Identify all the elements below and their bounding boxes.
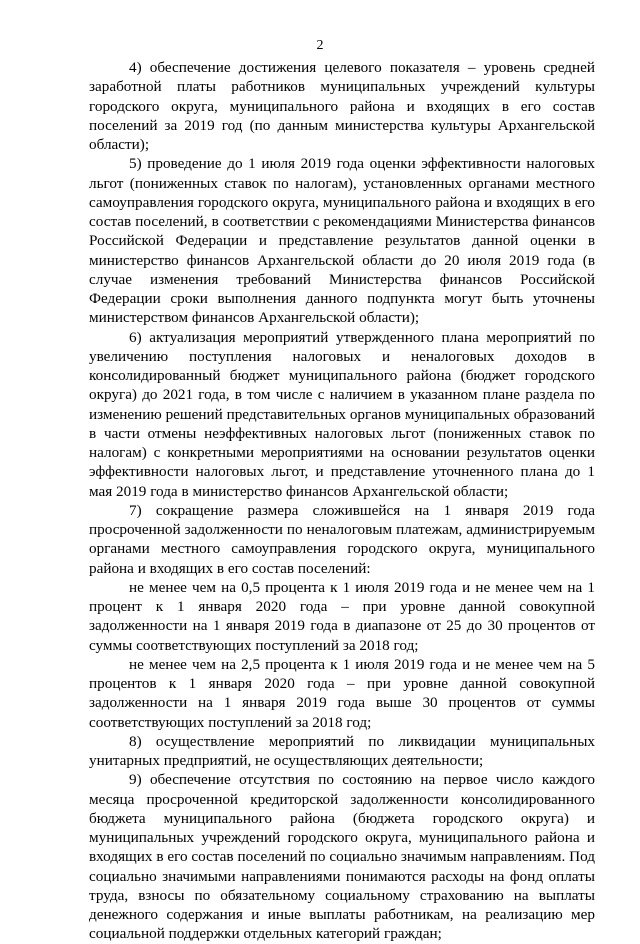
paragraph-item-4: 4) обеспечение достижения целевого показателя – уровень средней заработной платы работников муниципальных учреждений культуры городского округа, муниципального района и входящих в его состав поселений за 2019 год (по данным министерства культуры Архангельской области);	[89, 59, 595, 153]
paragraph-item-8: 8) осуществление мероприятий по ликвидации муниципальных унитарных предприятий, не осуществляющих деятельности;	[89, 732, 595, 769]
paragraph-subitem-7b: не менее чем на 2,5 процента к 1 июля 2019 года и не менее чем на 5 процентов к 1 января 2020 года – при уровне данной совокупной задолженности на 1 января 2019 года выше 30 процентов от суммы соответствующих поступлений за 2018 год;	[89, 655, 595, 731]
page-number: 2	[316, 38, 324, 53]
paragraph-item-5: 5) проведение до 1 июля 2019 года оценки эффективности налоговых льгот (пониженных ставок по налогам), установленных органами местного самоуправления городского округа, муниципального района и входящих в его состав поселений, в соответствии с рекомендациями Министерства финансов Российской Федерации и представление результатов данной оценки в министерство финансов Архангельской области до 20 июля 2019 года (в случае изменения требований Министерства финансов Российской Федерации сроки выполнения данного подпункта могут быть уточнены министерством финансов Архангельской области);	[89, 155, 595, 327]
paragraph-subitem-7a: не менее чем на 0,5 процента к 1 июля 2019 года и не менее чем на 1 процент к 1 января 2020 года – при уровне данной совокупной задолженности на 1 января 2019 года в диапазоне от 25 до 30 процентов от суммы соответствующих поступлений за 2018 год;	[89, 578, 595, 654]
paragraph-item-6: 6) актуализация мероприятий утвержденного плана мероприятий по увеличению поступления налоговых и неналоговых доходов в консолидированный бюджет муниципального района (бюджет городского округа) до 2021 года, в том числе с наличием в указанном плане раздела по изменению решений представительных органов муниципальных образований в части отмены неэффективных налоговых льгот (пониженных ставок по налогам) с конкретными мероприятиями на основании результатов оценки эффективности налоговых льгот, и представление уточненного плана до 1 мая 2019 года в министерство финансов Архангельской области;	[89, 328, 595, 500]
document-body	[89, 58, 595, 944]
paragraph-item-9: 9) обеспечение отсутствия по состоянию на первое число каждого месяца просроченной кредиторской задолженности консолидированного бюджета муниципального района (бюджета городского округа) и муниципальных учреждений городского округа, муниципального района и входящих в его состав поселений по социально значимым направлениям. Под социально значимыми направлениями понимаются расходы на фонд оплаты труда, взносы по обязательному социальному страхованию на выплаты денежного содержания и иные выплаты работникам, на реализацию мер социальной поддержки отдельных категорий граждан;	[89, 771, 595, 943]
paragraph-item-7: 7) сокращение размера сложившейся на 1 января 2019 года просроченной задолженности по неналоговым платежам, администрируемым органами местного самоуправления городского округа, муниципального района и входящих в его состав поселений:	[89, 501, 595, 577]
